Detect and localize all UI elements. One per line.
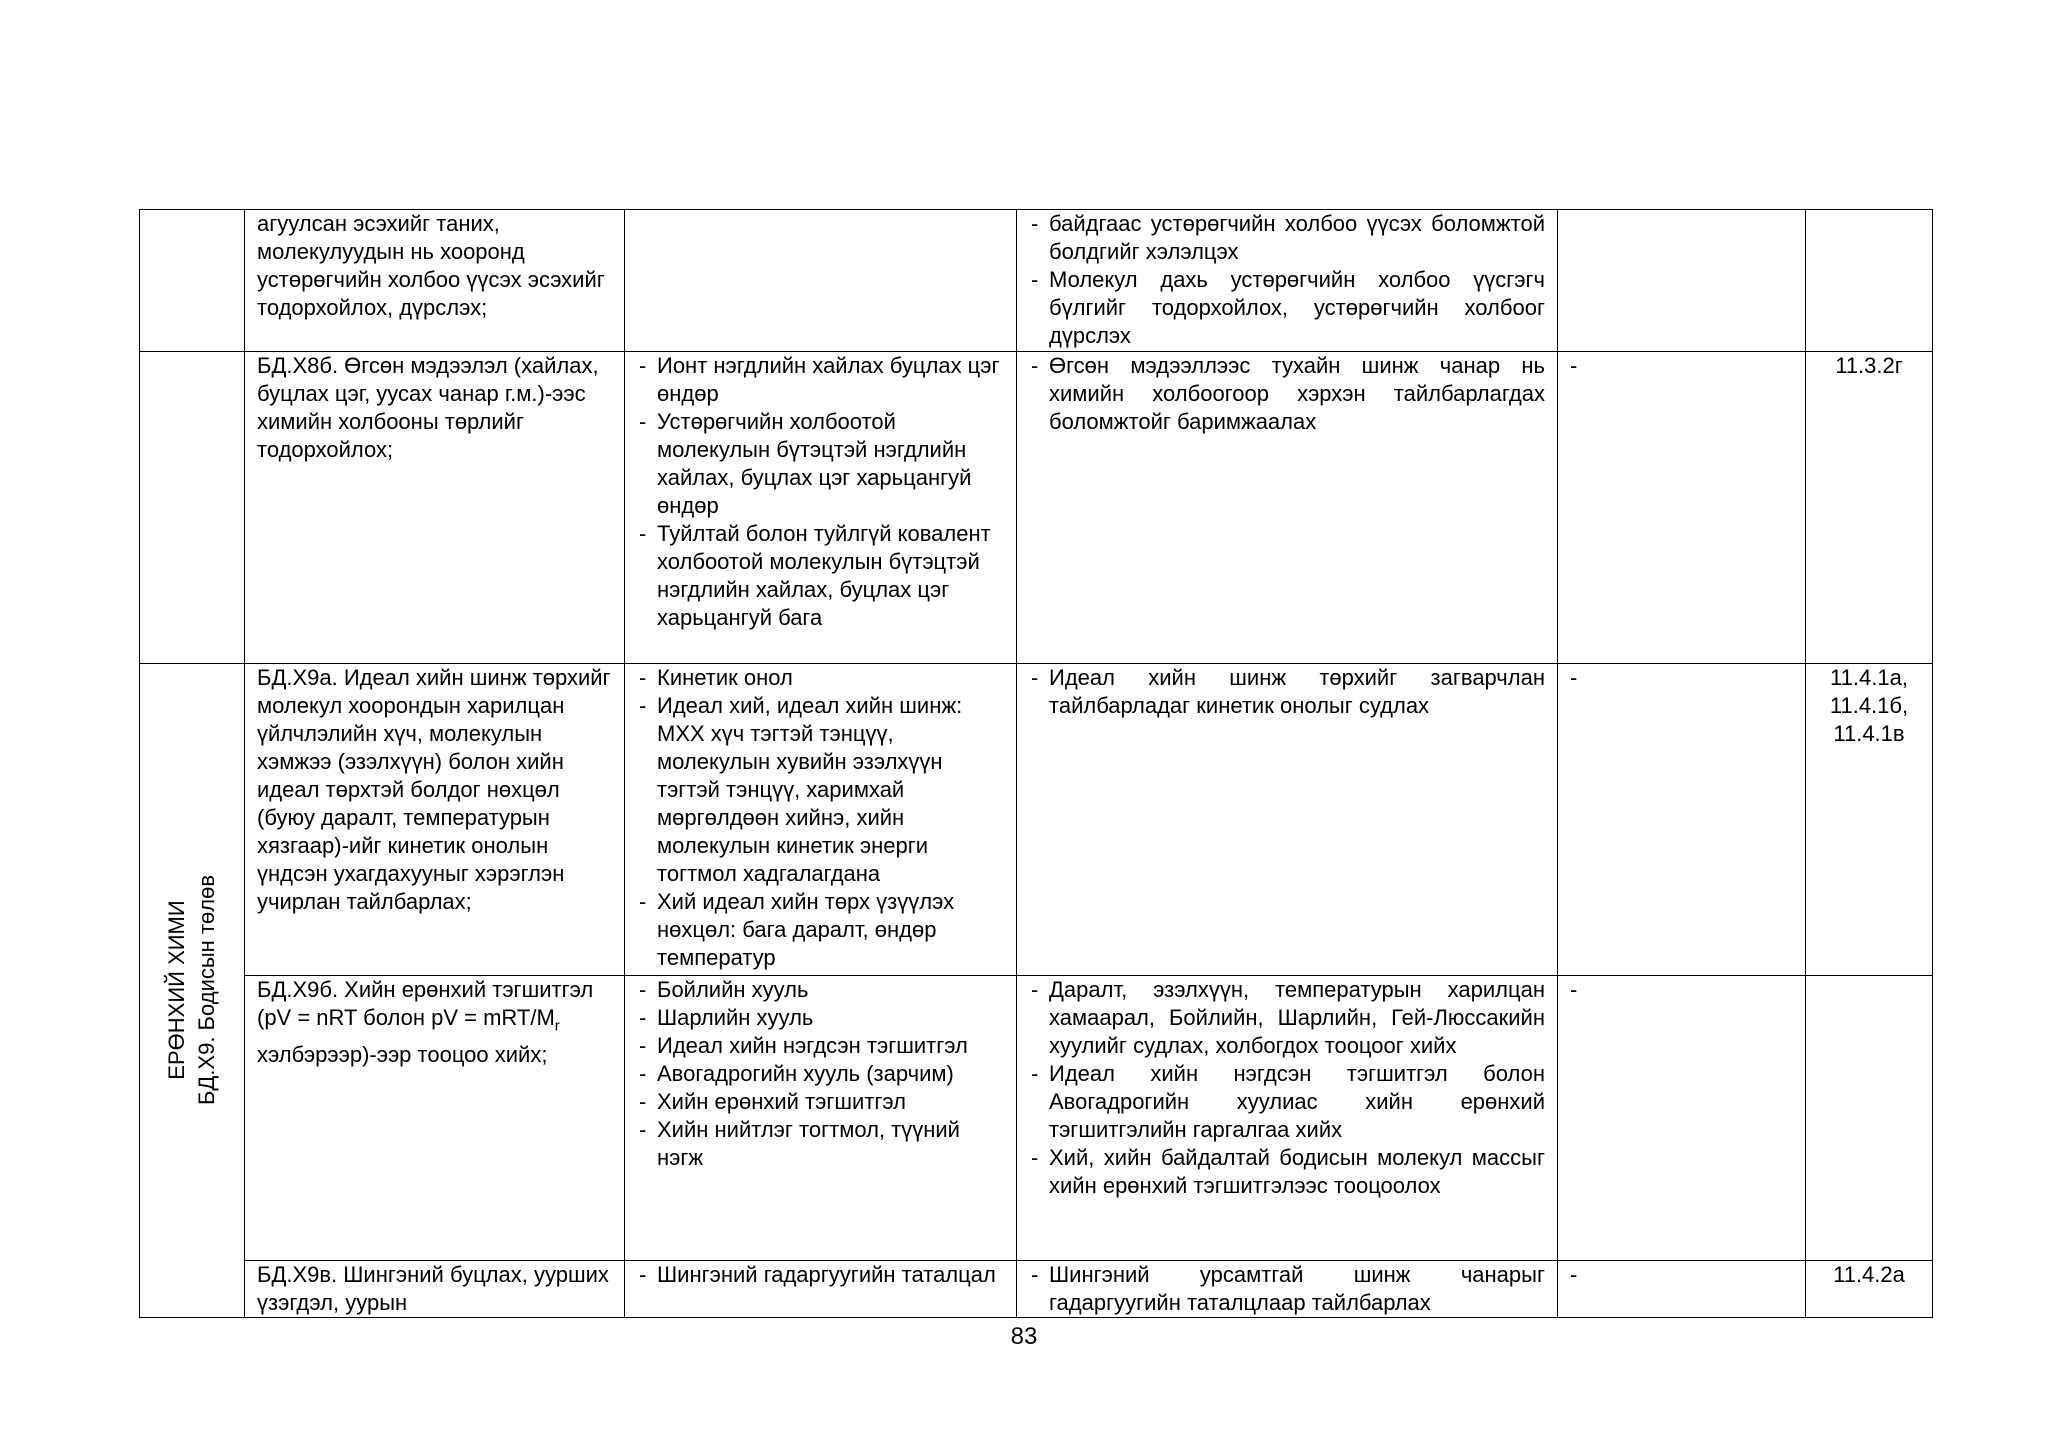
list-item: - Хийн ерөнхий тэгшитгэл [637, 1088, 1004, 1116]
criteria-list [1029, 1261, 1545, 1317]
criteria-cell [1017, 976, 1558, 1261]
objective-text: БД.Х9в. Шингэний буцлах, ууршиx үзэгдэл, уурын [257, 1261, 609, 1315]
objective-cell [245, 663, 625, 976]
criteria-list [1029, 352, 1545, 436]
list-item: - Идеал хий, идеал хийн шинж: МХХ хүч тэгтэй тэнцүү, молекулын хувийн эзэлхүүн тэгтэй тэнцүү, харимхай мөргөлдөөн хийнэ, хийн молекулын кинетик энерги тогтмол хадгалагдана [637, 692, 1004, 888]
content-list [637, 664, 1004, 972]
list-item: - Өгсөн мэдээллээс тухайн шинж чанар нь химийн холбоогоор хэрхэн тайлбарлагдах боломжтойг баримжаалах [1029, 352, 1545, 436]
objective-subscript: r [554, 1017, 560, 1035]
criteria-cell [1017, 352, 1558, 664]
code-cell [1806, 976, 1933, 1261]
col5-cell [1558, 210, 1806, 352]
code-cell: 11.4.1а, 11.4.1б, 11.4.1в [1806, 663, 1933, 976]
list-item: - Шарлийн хууль [637, 1004, 1004, 1032]
content-cell [625, 976, 1017, 1261]
list-item: - Хий идеал хийн төрх үзүүлэх нөхцөл: бага даралт, өндөр температур [637, 888, 1004, 972]
col5-cell: - [1558, 1260, 1806, 1317]
criteria-cell [1017, 210, 1558, 352]
content-cell [625, 352, 1017, 664]
list-item: - Хий, хийн байдалтай бодисын молекул массыг хийн ерөнхий тэгшитгэлээс тооцоолох [1029, 1144, 1545, 1200]
list-item: - Идеал хийн шинж төрхийг загварчлан тайлбарладаг кинетик онолыг судлах [1029, 664, 1545, 720]
col5-cell: - [1558, 663, 1806, 976]
list-item: - Даралт, эзэлхүүн, температурын харилцан хамаарал, Бойлийн, Шарлийн, Гей-Люссакийн хуулийг судлах, холбогдох тооцоог хийх [1029, 976, 1545, 1060]
content-cell [625, 210, 1017, 352]
objective-cell [245, 210, 625, 352]
content-list [637, 1261, 1004, 1289]
list-item: - Шингэний гадаргуугийн таталцал [637, 1261, 1004, 1289]
list-item: - Идеал хийн нэгдсэн тэгшитгэл болон Авогадрогийн хуулиас хийн ерөнхий тэгшитгэлийн гаргалгаа хийх [1029, 1060, 1545, 1144]
group-cell-empty [140, 352, 245, 664]
list-item: - Шингэний урсамтгай шинж чанарыг гадаргуугийн таталцлаар тайлбарлах [1029, 1261, 1545, 1317]
group-subtitle: БД.Х9. Бодисын төлөв [194, 875, 219, 1106]
objective-cell [245, 976, 625, 1261]
list-item: - Ионт нэгдлийн хайлах буцлах цэг өндөр [637, 352, 1004, 408]
objective-text [257, 976, 612, 1068]
objective-cell [245, 352, 625, 664]
table-row [140, 976, 1933, 1261]
content-list [637, 352, 1004, 632]
group-cell-empty [140, 210, 245, 352]
table-row [140, 352, 1933, 664]
content-cell [625, 663, 1017, 976]
group-cell [140, 663, 245, 1317]
objective-cell [245, 1260, 625, 1317]
list-item: - Авогадрогийн хууль (зарчим) [637, 1060, 1004, 1088]
content-list [637, 976, 1004, 1172]
code-cell: 11.3.2г [1806, 352, 1933, 664]
criteria-continuation: - байдгаас устөрөгчийн холбоо үүсэх боломжтой болдгийг хэлэлцэх [1029, 210, 1545, 266]
list-item: - Туйлтай болон туйлгүй ковалент холбоотой молекулын бүтэцтэй нэгдлийн хайлах, буцлах цэг харьцангуй бага [637, 520, 1004, 632]
criteria-list [1029, 664, 1545, 720]
criteria-cell [1017, 663, 1558, 976]
group-label [162, 875, 222, 1105]
objective-text-tail: хэлбэрээр)-ээр тооцоо хийх; [257, 1041, 548, 1067]
col5-cell: - [1558, 352, 1806, 664]
table-row [140, 210, 1933, 352]
list-item: - Устөрөгчийн холбоотой молекулын бүтэцтэй нэгдлийн хайлах, буцлах цэг харьцангуй өндөр [637, 408, 1004, 520]
criteria-cell [1017, 1260, 1558, 1317]
curriculum-table [139, 209, 1933, 1318]
list-item: - Бойлийн хууль [637, 976, 1004, 1004]
page-number: 83 [1010, 1323, 1038, 1350]
list-item: - Кинетик онол [637, 664, 1004, 692]
code-cell: 11.4.2а [1806, 1260, 1933, 1317]
objective-text: БД.Х9а. Идеал хийн шинж төрхийг молекул хоорондын харилцан үйлчлэлийн хүч, молекулын хэмжээ (эзэлхүүн) болон хийн идеал төрхтэй болдог нөхцөл (буюу даралт, температурын хязгаар)-ийг кинетик онолын үндсэн ухагдахууныг хэрэглэн учирлан тайлбарлах; [257, 664, 611, 914]
objective-text: БД.Х8б. Өгсөн мэдээлэл (хайлах, буцлах цэг, уусах чанар г.м.)-ээс химийн холбооны төрлийг тодорхойлох; [257, 353, 599, 463]
code-cell [1806, 210, 1933, 352]
criteria-list [1029, 210, 1545, 350]
table-row [140, 663, 1933, 976]
objective-text-main: БД.Х9б. Хийн ерөнхий тэгшитгэл (pV = nRT болон pV = mRT/M [257, 977, 594, 1031]
criteria-list [1029, 976, 1545, 1200]
table-row [140, 1260, 1933, 1317]
group-title: ЕРӨНХИЙ ХИМИ [164, 900, 189, 1081]
col5-cell: - [1558, 976, 1806, 1261]
list-item: - Идеал хийн нэгдсэн тэгшитгэл [637, 1032, 1004, 1060]
list-item: - Молекул дахь устөрөгчийн холбоо үүсгэгч бүлгийг тодорхойлох, устөрөгчийн холбоог дүрслэх [1029, 266, 1545, 350]
list-item: - Хийн нийтлэг тогтмол, түүний нэгж [637, 1116, 1004, 1172]
objective-text: агуулсан эсэхийг таних, молекулуудын нь хооронд устөрөгчийн холбоо үүсэх эсэхийг тодорхойлох, дүрслэх; [257, 211, 605, 320]
content-cell [625, 1260, 1017, 1317]
